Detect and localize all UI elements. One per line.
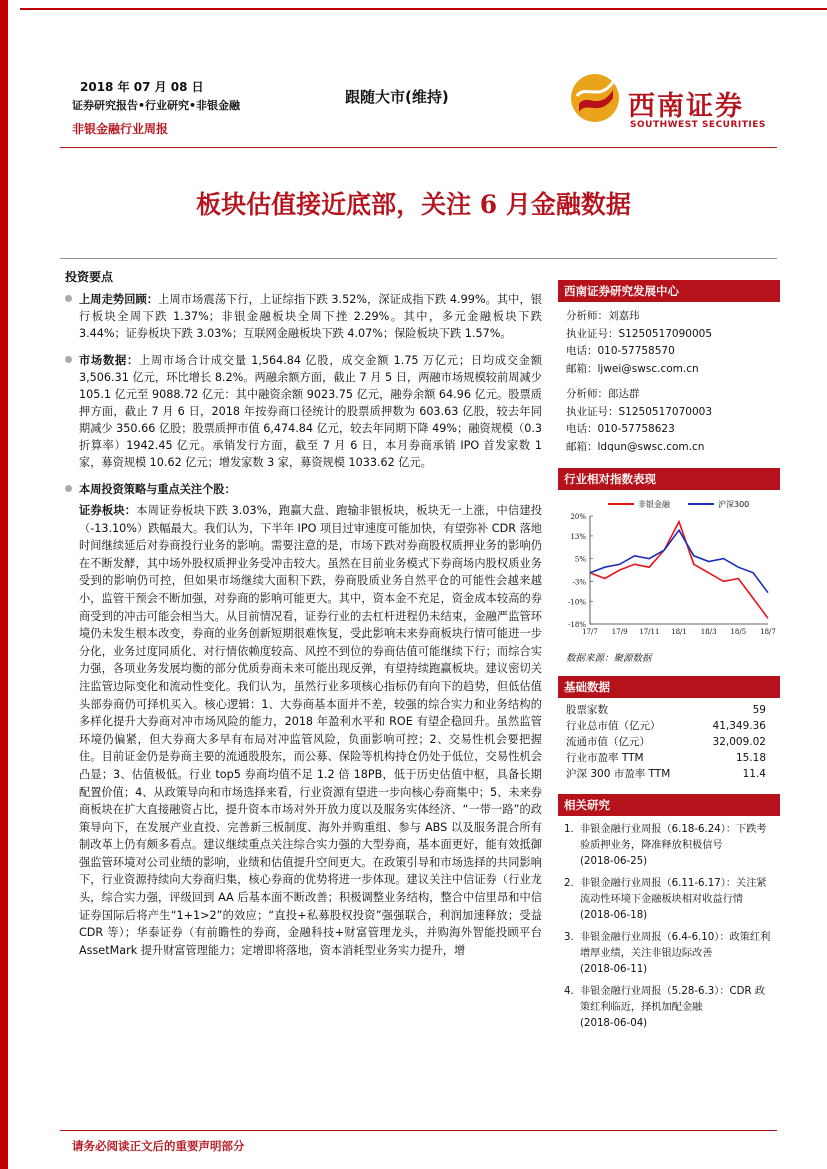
- y-tick-label: -10%: [568, 598, 586, 607]
- related-research-item[interactable]: [558, 930, 780, 978]
- analyst-cert: 执业证号：S1250517070003: [566, 405, 713, 418]
- basic-data-value: 41,349.36: [712, 720, 766, 732]
- basic-data-row: [558, 702, 780, 718]
- bullet-head: 市场数据：: [79, 354, 139, 367]
- related-index: 1.: [564, 824, 574, 835]
- related-date: (2018-06-25): [580, 856, 648, 867]
- basic-data-key: 行业总市值（亿元）: [566, 720, 661, 732]
- header-rule: [60, 147, 777, 148]
- sidebar-header-basic-data: 基础数据: [558, 676, 780, 698]
- basic-data-value: 15.18: [735, 752, 766, 764]
- x-tick-label: 17/11: [639, 628, 660, 636]
- y-tick-label: -3%: [572, 578, 586, 587]
- sidebar: [558, 280, 780, 1038]
- logo-text-cn: 西南证券: [628, 91, 744, 122]
- legend-label: 非银金融: [638, 500, 670, 509]
- bullet-dot-icon: [65, 485, 72, 492]
- section-title: 投资要点: [65, 270, 114, 284]
- basic-data-value: 59: [752, 704, 766, 716]
- basic-data-row: [558, 734, 780, 750]
- basic-data-value: 11.4: [742, 768, 766, 780]
- x-tick-label: 18/3: [700, 628, 717, 636]
- basic-data-list: [558, 702, 780, 782]
- bullet-weekly-review: [65, 291, 542, 342]
- left-accent-bar: [0, 0, 8, 1169]
- strategy-paragraph: [65, 502, 542, 959]
- strategy-head: 证券板块：: [79, 504, 137, 517]
- analyst-2: [558, 386, 780, 456]
- y-tick-label: -18%: [568, 621, 586, 629]
- analyst-email[interactable]: 邮箱：ljwei@swsc.com.cn: [566, 362, 699, 375]
- y-tick-label: 13%: [570, 532, 586, 541]
- footer-disclaimer: 请务必阅读正文后的重要声明部分: [72, 1139, 245, 1153]
- bullet-dot-icon: [65, 295, 72, 302]
- basic-data-row: [558, 750, 780, 766]
- sidebar-header-research-center: 西南证券研究发展中心: [558, 280, 780, 302]
- related-title: 非银金融行业周报（6.4-6.10）：政策红利增厚业绩，关注非银边际改善: [580, 932, 771, 959]
- bullet-head: 上周走势回顾：: [79, 293, 159, 306]
- related-research-list: [558, 822, 780, 1032]
- bullet-head: 本周投资策略与重点关注个股：: [79, 483, 236, 496]
- report-date: 2018 年 07 月 08 日: [80, 80, 204, 94]
- related-index: 2.: [564, 878, 574, 889]
- related-research-item[interactable]: [558, 984, 780, 1032]
- sidebar-header-related: 相关研究: [558, 794, 780, 816]
- x-tick-label: 18/5: [730, 628, 747, 636]
- basic-data-key: 流通市值（亿元）: [566, 736, 650, 748]
- related-title: 非银金融行业周报（6.11-6.17）：关注紧流动性环境下金融板块相对收益行情: [580, 878, 767, 905]
- related-research-item[interactable]: [558, 876, 780, 924]
- legend-label: 沪深300: [718, 500, 750, 509]
- y-tick-label: 5%: [574, 555, 586, 564]
- main-column: [65, 268, 542, 959]
- y-tick-label: 20%: [570, 513, 586, 521]
- x-tick-label: 18/7: [760, 628, 776, 636]
- sidebar-header-chart: 行业相对指数表现: [558, 468, 780, 490]
- bullet-text: 上周市场震荡下行，上证综指下跌 3.52%，深证成指下跌 4.99%。其中，银行板块全周下跌 1.37%；非银金融板块全周下挫 2.29%。其中，多元金融板块下跌 3.44%；证券板块下跌 3.03%；互联网金融板块下跌 4.07%；保险板块下跌 1.57%。: [79, 293, 542, 340]
- bullet-market-data: [65, 352, 542, 471]
- analyst-tel: 电话：010-57758623: [566, 423, 675, 435]
- related-date: (2018-06-04): [580, 1018, 648, 1029]
- bullet-strategy: [65, 481, 542, 498]
- bullet-dot-icon: [65, 356, 72, 363]
- basic-data-row: [558, 766, 780, 782]
- line-chart: [558, 494, 780, 644]
- basic-data-key: 行业市盈率 TTM: [566, 752, 644, 764]
- series-line: [590, 522, 768, 619]
- basic-data-key: 沪深 300 市盈率 TTM: [566, 768, 671, 780]
- x-tick-label: 17/7: [582, 628, 598, 636]
- analyst-tel: 电话：010-57758570: [566, 345, 675, 357]
- related-date: (2018-06-18): [580, 910, 648, 921]
- footer-rule: [60, 1130, 777, 1131]
- page-title: 板块估值接近底部，关注 6 月金融数据: [196, 190, 631, 219]
- related-index: 3.: [564, 932, 574, 943]
- strategy-text: 本周证券板块下跌 3.03%，跑赢大盘、跑输非银板块，板块无一上涨，中信建投（-13.10%）跌幅最大。我们认为，下半年 IPO 项目过审速度可能加快，有望弥补 CDR 落地时间继续延后对券商投行业务的影响。需要注意的是，市场下跌对券商股权质押业务的影响仍在不断发酵，其中场外股权质押业务受冲击较大。虽然在目前业务模式下券商场内股权质业务受到的影响仍可控，但如果市场继续大面积下跌，券商股质业务自然平仓的可能性会越来越小，监管干预会不断加强，对券商的影响可能更大。其中，资本金不充足，资金成本较高的券商受到的冲击可能会相当大。从目前情况看，证券行业的去杠杆进程仍未结束，金融严监管环境仍未发生根本改变，券商的业务创新短期很难恢复，受此影响未来券商板块行情可能进一步分化，业务过度同质化、对行情依赖度较高、风控不到位的券商估值可能继续下行；而综合实力强，各项业务发展均衡的部分优质券商未来可能出现反弹，有望持续跑赢板块。建议密切关注监管边际变化和流动性变化。我们认为，虽然行业多项核心指标仍有向下的趋势，但低估值头部券商仍可择机买入。核心逻辑：1、大券商基本面并不差，较强的综合实力和业务结构的多样化提升大券商对冲市场风险的能力，2018 年盈利水平和 ROE 有望企稳回升。虽然监管环境仍偏紧，但大券商大多早有布局对冲监管风险，负面影响可控；2、交易性机会要把握住。目前证金仍是券商主要的流通股股东，而公募、保险等机构持仓仍处于低位，交易性机会凸显；3、估值极低。行业 top5 券商均值不足 1.2 倍 18PB，低于历史估值中枢，具备长期配置价值；4、从政策导向和市场选择来看，行业资源有望进一步向核心券商集中；5、未来券商板块在扩大直接融资占比，提升资本市场对外开放力度以及服务实体经济、“一带一路”的政策导向下，在发展产业直投、完善新三板制度、海外并购重组、参与 ABS 以及服务混合所有制改革上仍有颇多看点。建议继续重点关注综合实力强的大型券商，基本面更好，能有效抵御强监管环境对公司业绩的影响，业绩和估值提升空间更大。在政策引导和市场选择的共同影响下，行业资源持续向大券商归集，核心券商的优势将进一步体现。建议关注中信证券（行业龙头，综合实力强，评级回到 AA 后基本面不断改善；积极调整业务结构，整合中信里昂和中信证券国际后将产生“1+1>2”的效应；“直投+私募股权投资”强强联合，利润加速释放；受益 CDR 等）；华泰证券（有前瞻性的券商，金融科技+财富管理龙头，并购海外智能投顾平台 AssetMark 提升财富管理能力；定增即将落地，资本消耗型业务实力提升，增: [79, 504, 542, 957]
- rating: 跟随大市(维持): [345, 88, 449, 106]
- related-title: 非银金融行业周报（5.28-6.3）：CDR 政策红利临近，择机加配金融: [580, 986, 765, 1013]
- logo-text-en: SOUTHWEST SECURITIES: [630, 120, 766, 130]
- top-rule: [20, 8, 827, 10]
- x-tick-label: 17/9: [611, 628, 628, 636]
- analyst-cert: 执业证号：S1250517090005: [566, 327, 713, 340]
- analyst-1: [558, 302, 780, 378]
- bullet-text: 上周市场合计成交量 1,564.84 亿股，成交金额 1.75 万亿元；日均成交金额 3,506.31 亿元，环比增长 8.2%。两融余额方面，截止 7 月 5 日，两融市场规模较前周减少 105.1 亿元至 9088.72 亿元：其中融资余额 9023.75 亿元，融券余额 64.96 亿元。股票质押方面，截止 7 月 6 日，2018 年按券商口径统计的股票质押数为 603.63 亿股，较去年同期减少 350.66 亿股；股票质押市值 6,474.84 亿元，较去年同期下降 49%；融资规模（0.3 折算率）1942.45 亿元。承销发行方面，截至 7 月 6 日，本月券商承销 IPO 首发家数 1 家，募资规模 10.62 亿元；增发家数 3 家，募资规模 1033.62 亿元。: [79, 354, 542, 469]
- basic-data-key: 股票家数: [566, 704, 608, 716]
- relative-index-chart: [558, 490, 780, 648]
- x-tick-label: 18/1: [671, 628, 687, 636]
- analyst-email[interactable]: 邮箱：ldqun@swsc.com.cn: [566, 440, 705, 453]
- basic-data-row: [558, 718, 780, 734]
- related-research-item[interactable]: [558, 822, 780, 870]
- related-date: (2018-06-11): [580, 964, 648, 975]
- basic-data-value: 32,009.02: [712, 736, 766, 748]
- analyst-name: 分析师：刘嘉玮: [566, 310, 640, 322]
- analyst-name: 分析师：郎达群: [566, 388, 640, 400]
- chart-source: 数据来源：聚源数据: [566, 653, 652, 664]
- report-series: 非银金融行业周报: [72, 122, 169, 136]
- report-type: 证券研究报告•行业研究•非银金融: [72, 99, 241, 112]
- related-index: 4.: [564, 986, 574, 997]
- related-title: 非银金融行业周报（6.18-6.24）：下跌考验质押业务，降准释放积极信号: [580, 824, 767, 851]
- title-rule: [60, 258, 777, 259]
- company-logo-icon: [569, 72, 621, 124]
